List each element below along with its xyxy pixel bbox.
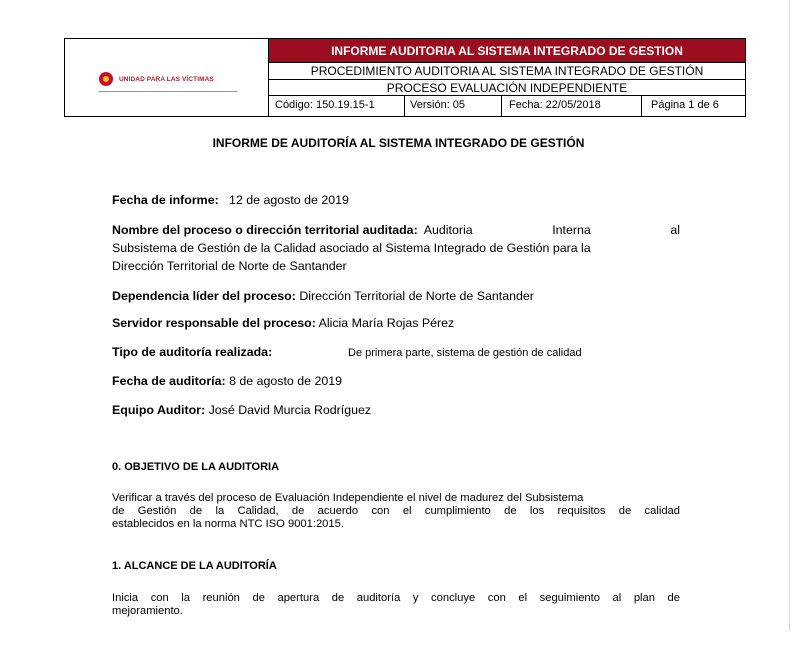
logo-text: UNIDAD PARA LAS VÍCTIMAS [119, 75, 214, 83]
objective-heading: 0. OBJETIVO DE LA AUDITORIA [112, 461, 280, 473]
cell-separator [501, 96, 502, 116]
organization-logo [99, 72, 214, 86]
audit-date-field [112, 374, 342, 388]
header-version: Versión: 05 [410, 99, 466, 111]
scope-text: Inicia con la reunión de apertura de auditoría y concluye con el seguimiento al plan de [112, 592, 680, 604]
scope-line [112, 605, 680, 618]
header-process: PROCESO EVALUACIÓN INDEPENDIENTE [269, 80, 745, 96]
header-page: Página 1 de 6 [651, 99, 719, 111]
cell-separator [641, 96, 642, 116]
header-procedure: PROCEDIMIENTO AUDITORIA AL SISTEMA INTEGRADO DE GESTIÓN [269, 63, 745, 80]
logo-cell [65, 39, 269, 116]
process-word: al [670, 223, 680, 237]
server-value: Alicia María Rojas Pérez [318, 316, 455, 330]
header-title: INFORME AUDITORIA AL SISTEMA INTEGRADO DE GESTION [269, 39, 745, 63]
scope-heading: 1. ALCANCE DE LA AUDITORÍA [112, 560, 277, 572]
scope-paragraph [112, 592, 680, 618]
team-field [112, 403, 371, 417]
process-label: Nombre del proceso o dirección territorial auditada: [112, 223, 418, 237]
document-title: INFORME DE AUDITORÍA AL SISTEMA INTEGRADO DE GESTIÓN [212, 136, 585, 150]
process-field-line1 [112, 223, 680, 237]
report-date-field [112, 193, 349, 207]
scope-text: mejoramiento. [112, 605, 183, 617]
team-value: José David Murcia Rodríguez [208, 403, 372, 417]
objective-text: Verificar a través del proceso de Evaluación Independiente el nivel de madurez del Subsistema [112, 492, 584, 504]
process-value-line2: Subsistema de Gestión de la Calidad asociado al Sistema Integrado de Gestión para la [112, 241, 591, 255]
logo-underline [99, 91, 237, 92]
server-field [112, 316, 454, 330]
report-date-label: Fecha de informe: [112, 193, 219, 207]
lead-label: Dependencia líder del proceso: [112, 289, 296, 303]
document-header-table [64, 38, 746, 117]
process-word: Interna [552, 223, 591, 237]
team-label: Equipo Auditor: [112, 403, 206, 417]
audit-date-label: Fecha de auditoría: [112, 374, 226, 388]
header-meta-row [269, 96, 745, 116]
objective-paragraph [112, 492, 680, 531]
objective-text: establecidos en la norma NTC ISO 9001:2015. [112, 518, 344, 530]
server-label: Servidor responsable del proceso: [112, 316, 316, 330]
objective-line [112, 505, 680, 518]
objective-line [112, 492, 680, 505]
objective-line [112, 518, 680, 531]
header-date: Fecha: 22/05/2018 [509, 99, 601, 111]
scope-line [112, 592, 680, 605]
audit-date-value: 8 de agosto de 2019 [229, 374, 343, 388]
type-value: De primera parte, sistema de gestión de calidad [348, 347, 582, 359]
header-code: Código: 150.19.15-1 [275, 99, 375, 111]
lead-value: Dirección Territorial de Norte de Santander [299, 289, 534, 303]
page-edge-rule [789, 0, 790, 630]
type-label: Tipo de auditoría realizada: [112, 345, 273, 359]
lead-field [112, 289, 534, 303]
process-word: Auditoria [423, 223, 473, 237]
objective-text: de Gestión de la Calidad, de acuerdo con el cumplimiento de los requisitos de calidad [112, 505, 680, 517]
cell-separator [404, 96, 405, 116]
type-field [112, 345, 272, 359]
process-value-line3: Dirección Territorial de Norte de Santander [112, 259, 347, 273]
seal-icon [99, 72, 113, 86]
report-date-value: 12 de agosto de 2019 [229, 193, 349, 207]
